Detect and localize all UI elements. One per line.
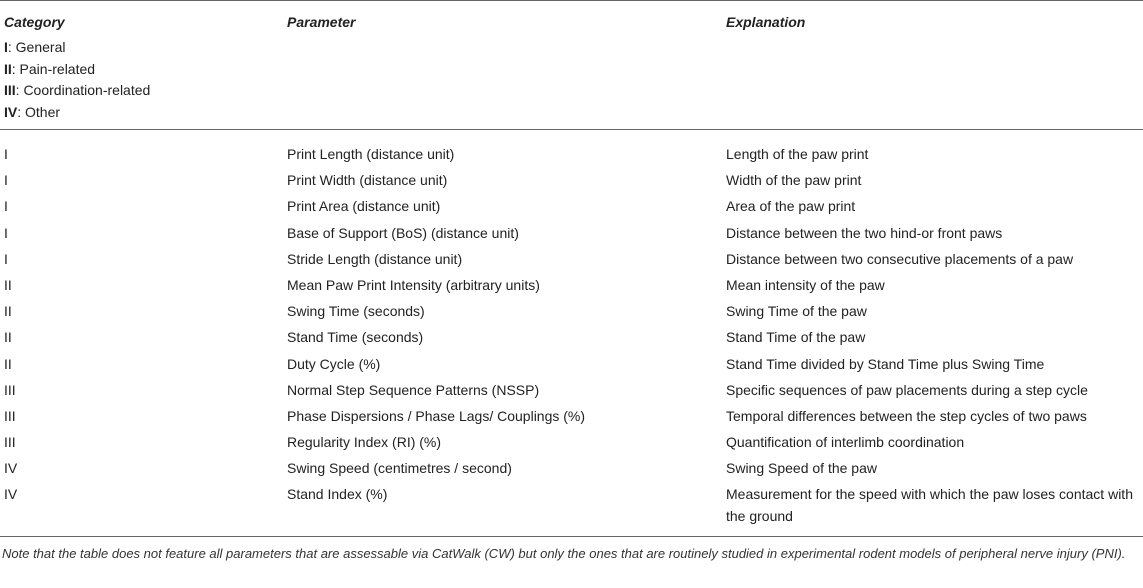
legend-item-other: IV: Other	[4, 103, 61, 120]
row-category: I	[4, 172, 8, 189]
row-category: III	[4, 381, 16, 398]
table-body	[0, 143, 1143, 531]
row-parameter: Base of Support (BoS) (distance unit)	[287, 224, 519, 241]
row-category: I	[4, 146, 8, 162]
row-category: II	[4, 303, 12, 320]
row-explanation: Swing Speed of the paw	[726, 460, 877, 477]
row-explanation: Mean intensity of the paw	[726, 276, 885, 293]
row-parameter: Regularity Index (RI) (%)	[287, 434, 442, 451]
row-explanation: Specific sequences of paw placements during a step cycle	[726, 381, 1088, 398]
table-row	[0, 353, 1143, 379]
row-explanation: Width of the paw print	[726, 172, 862, 189]
row-category: III	[4, 407, 16, 424]
parameter-header: Parameter	[287, 14, 356, 30]
table-row	[0, 248, 1143, 274]
row-category: III	[4, 434, 16, 451]
legend-item-general: I: General	[4, 39, 66, 55]
table-row	[0, 483, 1143, 531]
row-parameter: Print Length (distance unit)	[287, 146, 455, 162]
table-row	[0, 457, 1143, 483]
row-explanation: Quantification of interlimb coordination	[726, 434, 965, 451]
table-header	[0, 0, 1143, 130]
row-parameter: Normal Step Sequence Patterns (NSSP)	[287, 381, 540, 398]
table-row	[0, 143, 1143, 169]
table-row	[0, 222, 1143, 248]
table-row	[0, 405, 1143, 431]
header-rule	[0, 129, 1143, 130]
row-category: I	[4, 250, 8, 267]
table-bottom-rule	[0, 536, 1143, 537]
row-explanation: Measurement for the speed with which the paw loses contact with the ground	[726, 486, 1133, 525]
row-explanation: Length of the paw print	[726, 146, 869, 162]
explanation-header: Explanation	[726, 14, 806, 30]
row-parameter: Stand Index (%)	[287, 486, 388, 503]
row-category: IV	[4, 460, 18, 477]
row-category: IV	[4, 486, 18, 503]
row-explanation: Stand Time of the paw	[726, 329, 866, 346]
row-explanation: Temporal differences between the step cycles of two paws	[726, 407, 1087, 424]
row-parameter: Swing Speed (centimetres / second)	[287, 460, 512, 477]
row-parameter: Stand Time (seconds)	[287, 329, 424, 346]
row-parameter: Phase Dispersions / Phase Lags/ Couplings (%)	[287, 407, 586, 424]
row-category: I	[4, 198, 8, 215]
row-parameter: Swing Time (seconds)	[287, 303, 425, 320]
row-parameter: Stride Length (distance unit)	[287, 250, 463, 267]
row-parameter: Print Area (distance unit)	[287, 198, 441, 215]
legend-item-coordination: III: Coordination-related	[4, 82, 151, 98]
table-row	[0, 431, 1143, 457]
row-explanation: Stand Time divided by Stand Time plus Swing Time	[726, 355, 1045, 372]
row-explanation: Swing Time of the paw	[726, 303, 867, 320]
table-row	[0, 300, 1143, 326]
category-legend	[4, 37, 150, 123]
row-parameter: Mean Paw Print Intensity (arbitrary units)	[287, 276, 540, 293]
row-parameter: Duty Cycle (%)	[287, 355, 381, 372]
row-category: II	[4, 276, 12, 293]
category-header: Category	[4, 14, 65, 30]
table-row	[0, 195, 1143, 221]
row-category: I	[4, 224, 8, 241]
row-explanation: Distance between the two hind-or front paws	[726, 224, 1003, 241]
row-category: II	[4, 329, 12, 346]
row-category: II	[4, 355, 12, 372]
legend-item-pain: II: Pain-related	[4, 60, 96, 77]
row-parameter: Print Width (distance unit)	[287, 172, 448, 189]
table-row	[0, 326, 1143, 352]
table-row	[0, 274, 1143, 300]
table-row	[0, 169, 1143, 195]
table-footnote: Note that the table does not feature all parameters that are assessable via CatWalk (CW) but only the ones that are routinely studied in experimental rodent models of peripheral nerve injury (PNI).	[2, 546, 1126, 561]
row-explanation: Distance between two consecutive placements of a paw	[726, 250, 1074, 267]
table-row	[0, 379, 1143, 405]
row-explanation: Area of the paw print	[726, 198, 856, 215]
